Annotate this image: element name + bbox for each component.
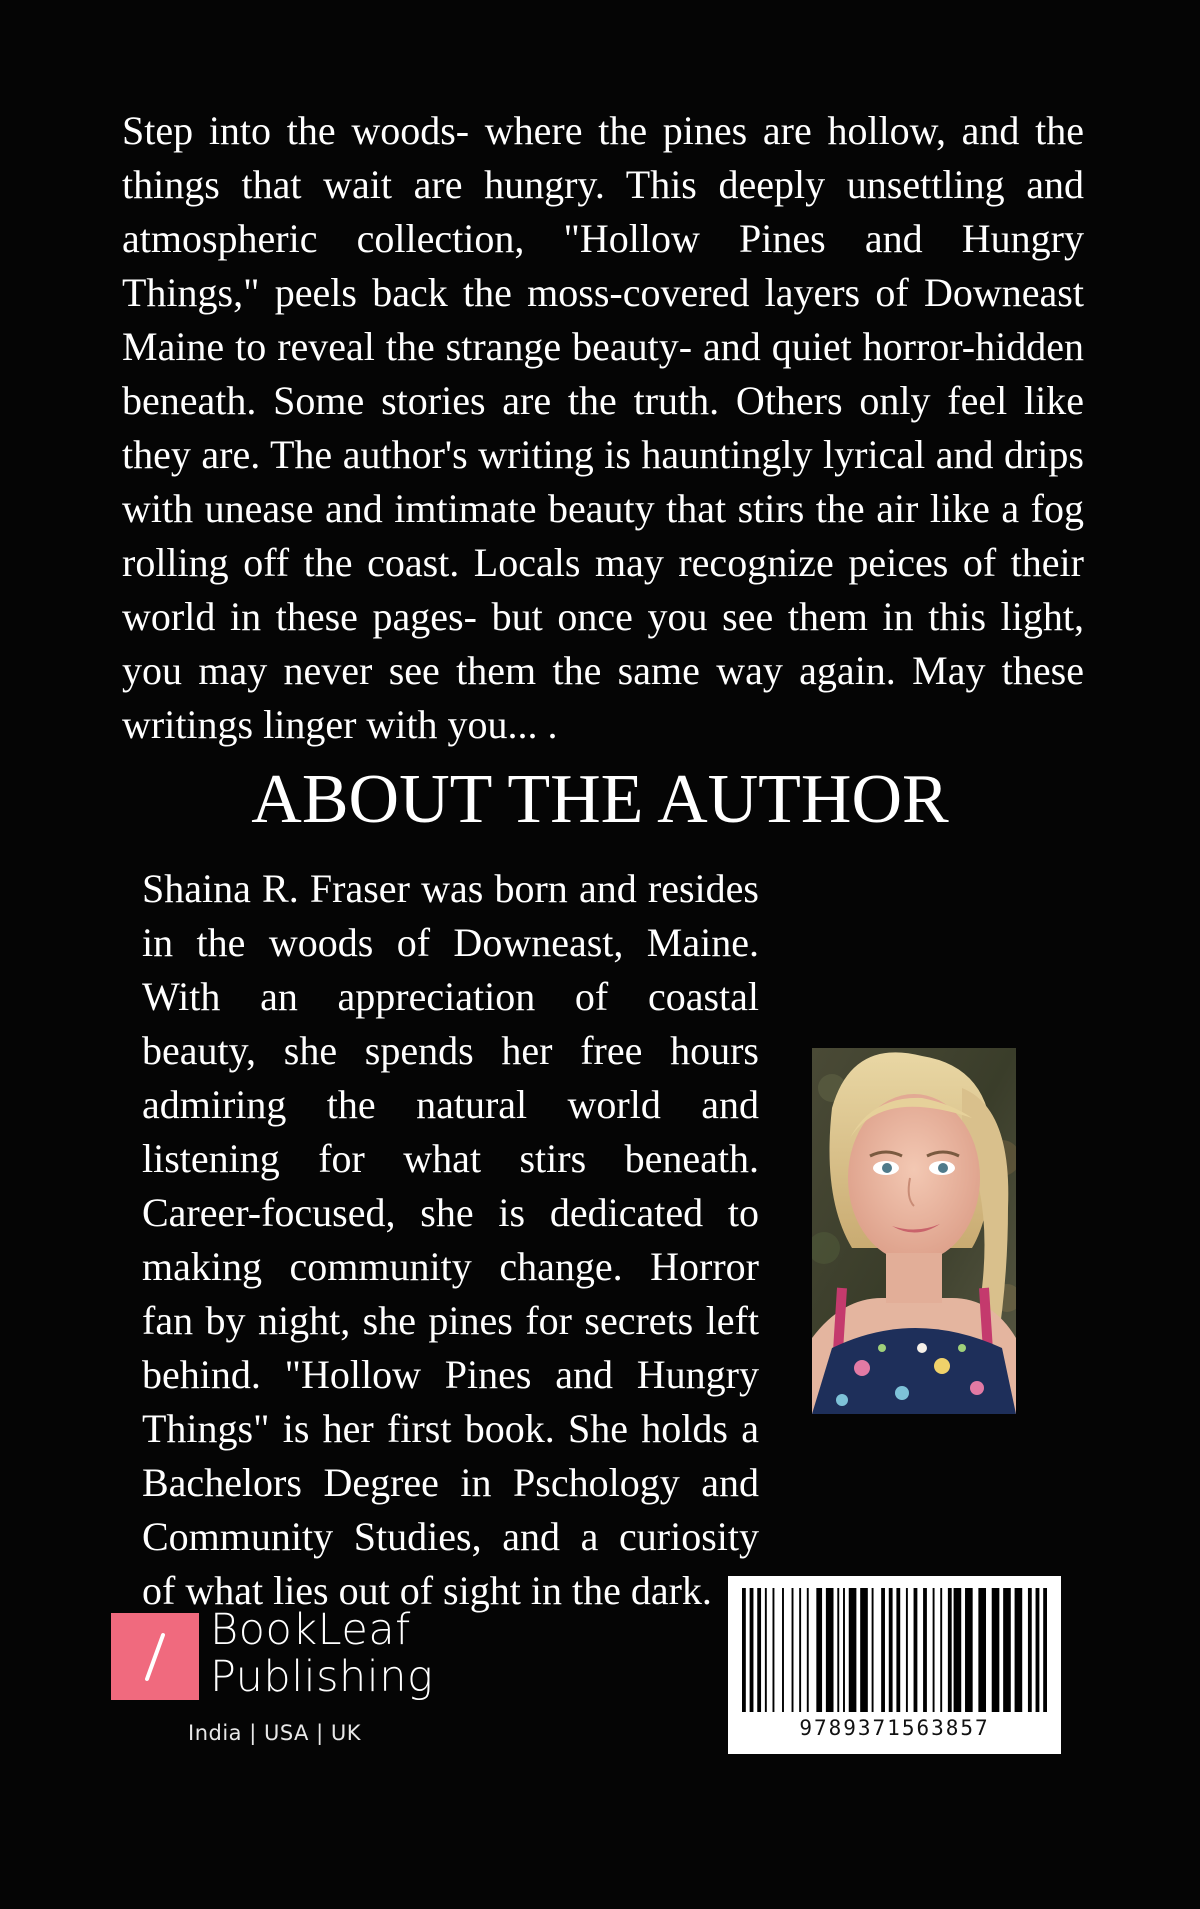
- barcode-bar: [1036, 1588, 1040, 1712]
- barcode-bar: [914, 1588, 918, 1712]
- barcode-bar: [826, 1588, 834, 1712]
- barcode-bar: [889, 1588, 893, 1712]
- barcode-bar: [807, 1588, 809, 1712]
- barcode-bar: [978, 1588, 986, 1712]
- publisher-name: [210, 1607, 433, 1701]
- barcode-bar: [816, 1588, 822, 1712]
- barcode-bar: [757, 1588, 761, 1712]
- barcode-bar: [843, 1588, 845, 1712]
- isbn-number: 9789371563857: [799, 1716, 990, 1740]
- author-bio: Shaina R. Fraser was born and resides in the woods of Downeast, Maine. With an appreciation of coastal beauty, she spends her free hours admiring the natural world and listening for what stirs beneath. Career-focused, she is dedicated to making community change. Horror fan by night, she pines for secrets left behind. "Hollow Pines and Hungry Things" is her first book. She holds a Bachelors Degree in Pschology and Community Studies, and a curiosity of what lies out of sight in the dark.: [142, 866, 759, 1613]
- about-the-author-heading: ABOUT THE AUTHOR: [251, 761, 949, 838]
- barcode-bar: [1003, 1588, 1011, 1712]
- barcode-bar: [940, 1588, 942, 1712]
- barcode-bar: [881, 1588, 885, 1712]
- barcode-bar: [906, 1588, 908, 1712]
- barcode-bar: [750, 1588, 754, 1712]
- barcode-bar: [992, 1588, 1000, 1712]
- barcode-bar: [1028, 1588, 1032, 1712]
- barcode-bar: [923, 1588, 927, 1712]
- barcode-bar: [860, 1588, 868, 1712]
- barcode-bar: [948, 1588, 952, 1712]
- barcode-bar: [954, 1588, 962, 1712]
- barcode-bar: [837, 1588, 839, 1712]
- barcode-bar: [896, 1588, 900, 1712]
- publisher-mark-icon: [111, 1613, 199, 1700]
- barcode-bar: [773, 1588, 775, 1712]
- isbn-barcode: [728, 1576, 1061, 1754]
- barcode-bar: [872, 1588, 874, 1712]
- author-photo: [812, 1048, 1016, 1414]
- barcode-bar: [965, 1588, 973, 1712]
- barcode-bar: [782, 1588, 784, 1712]
- back-cover-blurb: Step into the woods- where the pines are hollow, and the things that wait are hungry. This deeply unsettling and atmospheric collection, "Hollow Pines and Hungry Things," peels back the moss-covered layers of Downeast Maine to reveal the strange beauty- and quiet horror-hidden beneath. Some stories are the truth. Others only feel like they are. The author's writing is hauntingly lyrical and drips with unease and imtimate beauty that stirs the air like a fog rolling off the coast. Locals may recognize peices of their world in these pages- but once you see them in this light, you may never see them the same way again. May these writings linger with you... .: [122, 108, 1084, 747]
- barcode-bar: [1015, 1588, 1023, 1712]
- barcode-bar: [849, 1588, 857, 1712]
- barcode-bar: [742, 1588, 746, 1712]
- publisher-name-line2: Publishing: [210, 1652, 434, 1702]
- barcode-bar: [765, 1588, 767, 1712]
- barcode-bar: [799, 1588, 801, 1712]
- barcode-bar: [792, 1588, 794, 1712]
- barcode-bar: [933, 1588, 935, 1712]
- barcode-bars: [742, 1588, 1047, 1712]
- publisher-name-line1: BookLeaf: [210, 1605, 411, 1655]
- barcode-bar: [1043, 1588, 1047, 1712]
- publisher-regions: India | USA | UK: [188, 1721, 361, 1745]
- publisher-logo: [111, 1605, 441, 1703]
